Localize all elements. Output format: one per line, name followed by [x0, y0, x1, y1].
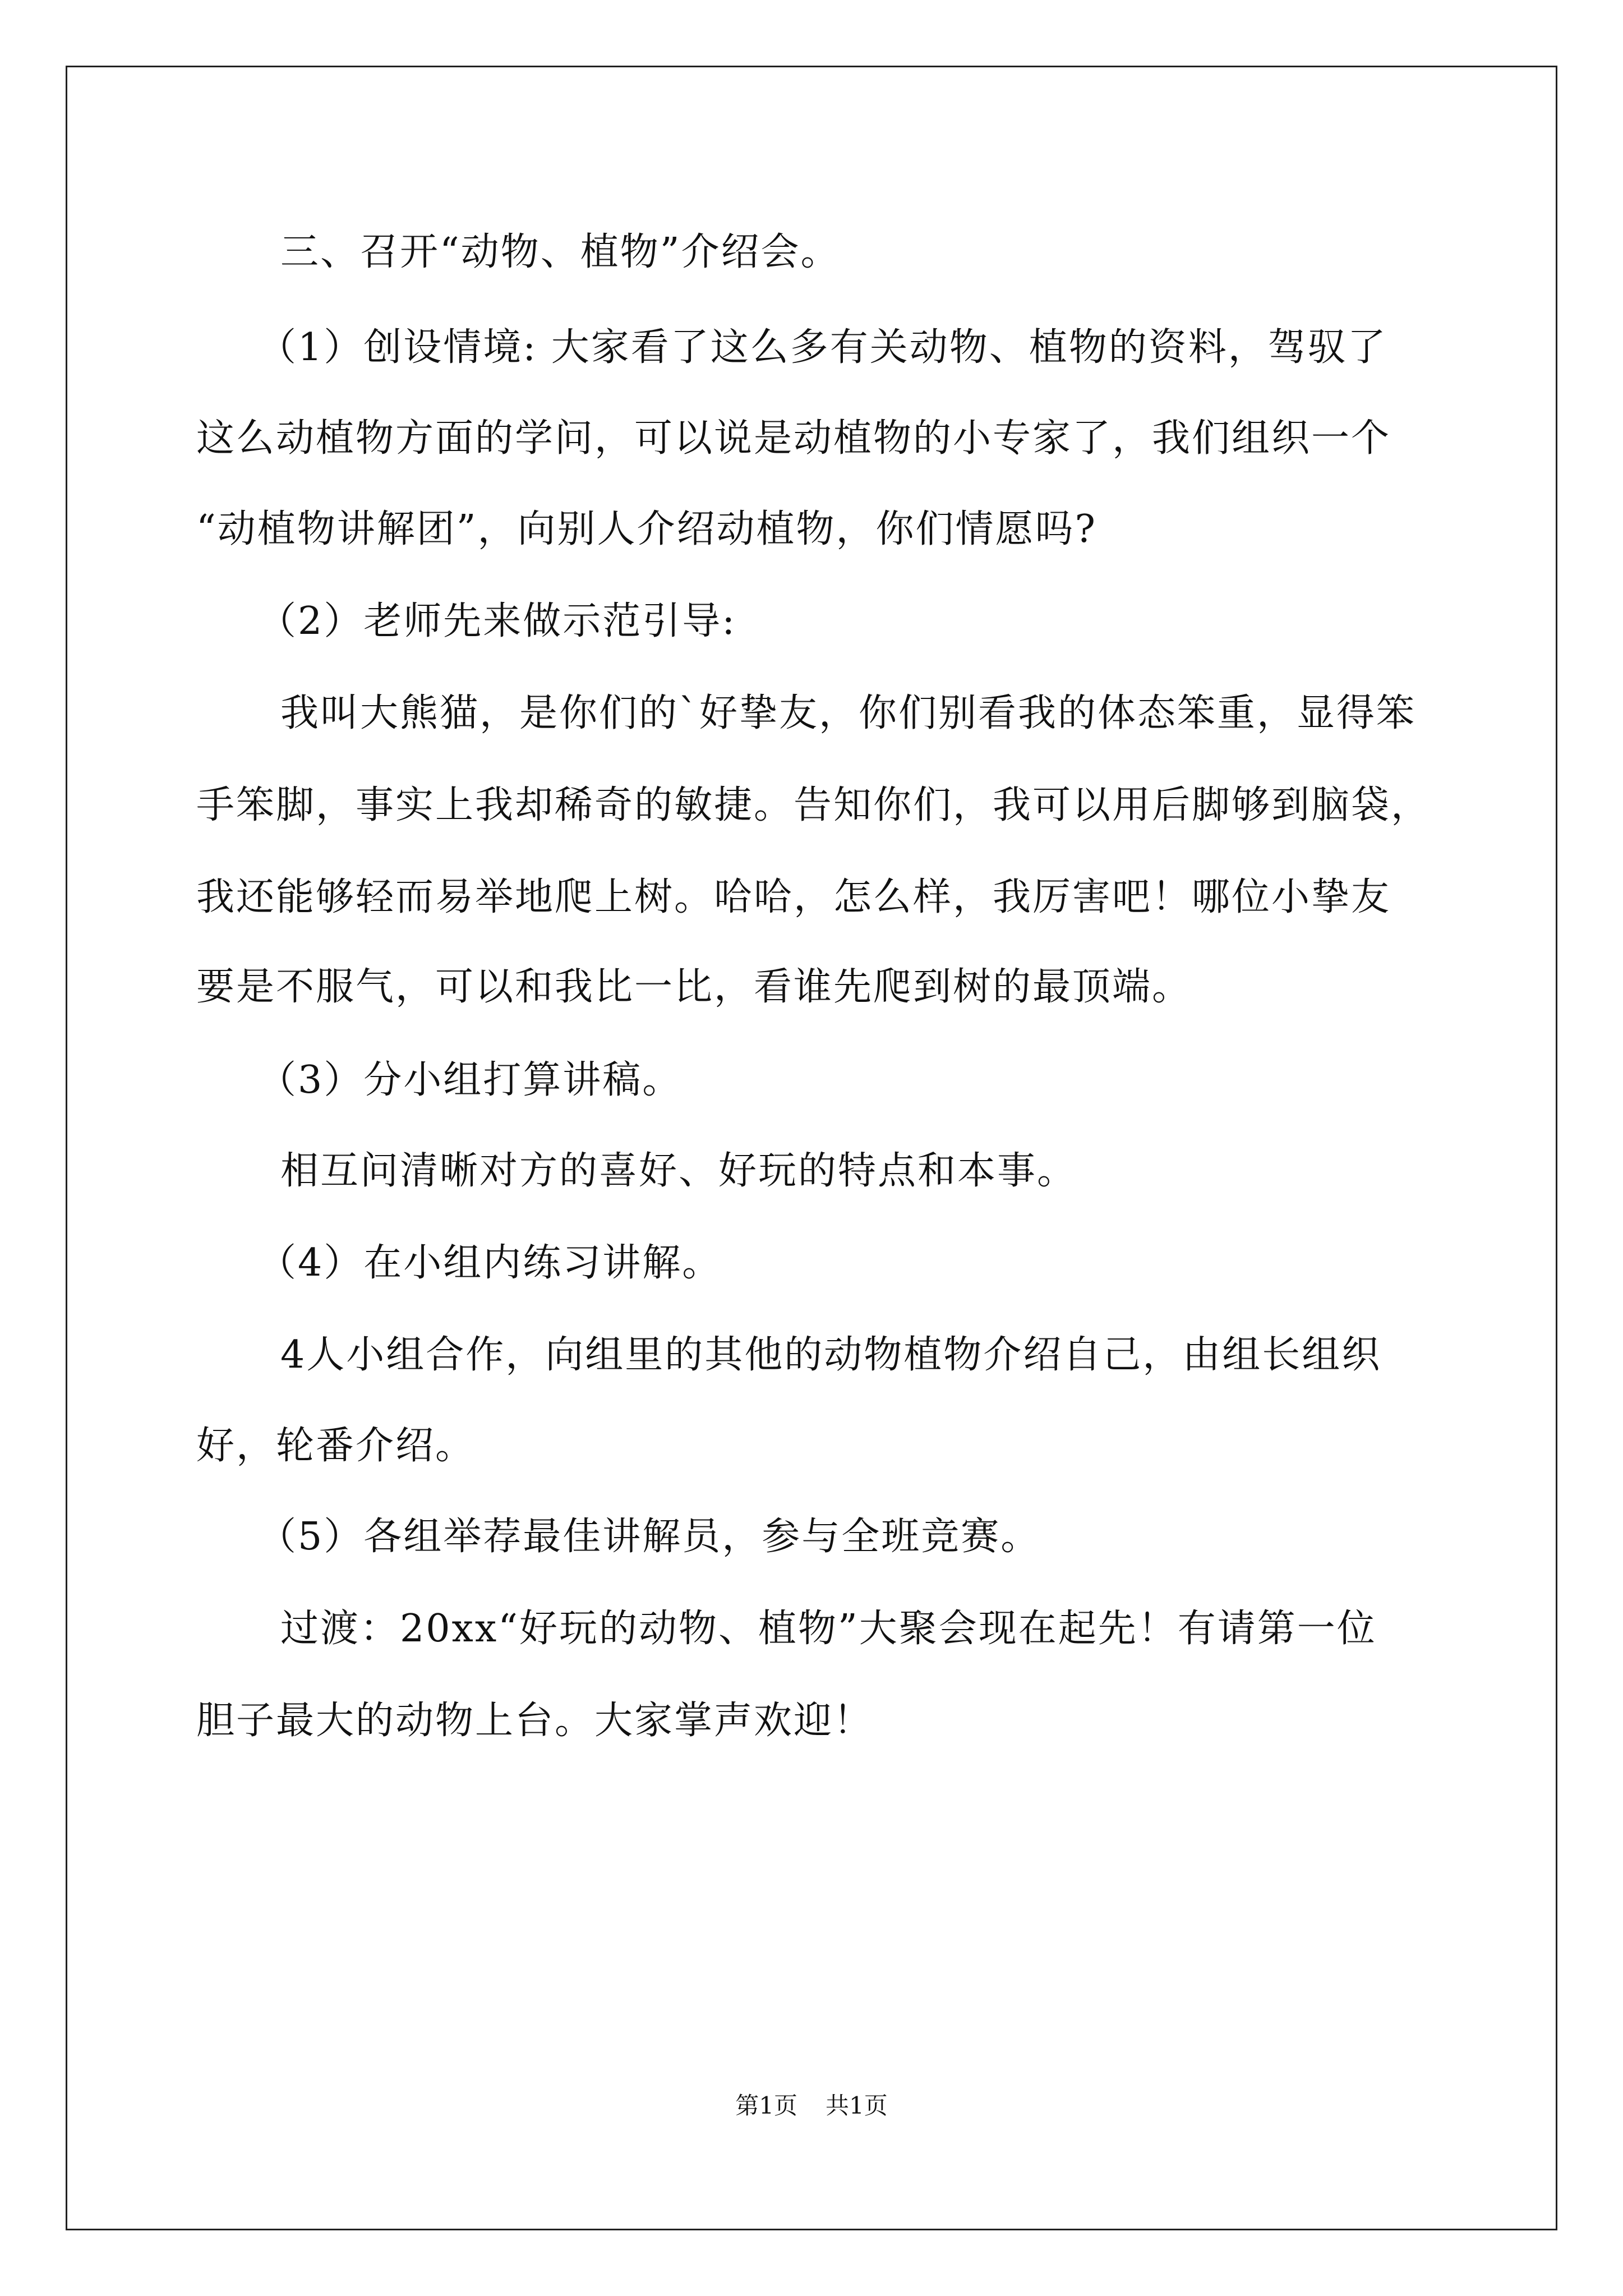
- paragraph-line: （1）创设情境: 大家看了这么多有关动物、植物的资料，驾驭了: [258, 325, 1387, 370]
- paragraph-line: 4人小组合作，向组里的其他的动物植物介绍自己，由组长组织: [280, 1333, 1382, 1377]
- paragraph-line: 这么动植物方面的学问，可以说是动植物的小专家了，我们组织一个: [196, 416, 1391, 461]
- paragraph-line: （5）各组举荐最佳讲解员，参与全班竞赛。: [258, 1515, 1041, 1559]
- paragraph-line: 过渡：20xx“好玩的动物、植物”大聚会现在起先！有请第一位: [280, 1607, 1377, 1651]
- paragraph-line: 要是不服气，可以和我比一比，看谁先爬到树的最顶端。: [196, 965, 1192, 1009]
- paragraph-line: （4）在小组内练习讲解。: [258, 1241, 722, 1285]
- paragraph-line: “动植物讲解团”，向别人介绍动植物，你们情愿吗?: [196, 507, 1097, 551]
- page-number-current: 第1页: [735, 2092, 797, 2119]
- paragraph-line: 胆子最大的动物上台。大家掌声欢迎！: [196, 1699, 874, 1743]
- paragraph-line: 相互问清晰对方的喜好、好玩的特点和本事。: [280, 1149, 1077, 1193]
- paragraph-line: 好，轮番介绍。: [196, 1424, 476, 1468]
- section-heading: 三、召开“动物、植物”介绍会。: [280, 230, 841, 274]
- paragraph-line: 我还能够轻而易举地爬上树。哈哈，怎么样，我厉害吧！哪位小挚友: [196, 875, 1391, 919]
- paragraph-line: 手笨脚，事实上我却稀奇的敏捷。告知你们，我可以用后脚够到脑袋，: [196, 783, 1431, 827]
- page-footer: [0, 2089, 1623, 2123]
- paragraph-line: （2）老师先来做示范引导:: [258, 599, 737, 643]
- paragraph-line: 我叫大熊猫，是你们的`好挚友，你们别看我的体态笨重，显得笨: [280, 691, 1417, 735]
- paragraph-line: （3）分小组打算讲稿。: [258, 1058, 683, 1102]
- page-number-total: 共1页: [826, 2092, 888, 2119]
